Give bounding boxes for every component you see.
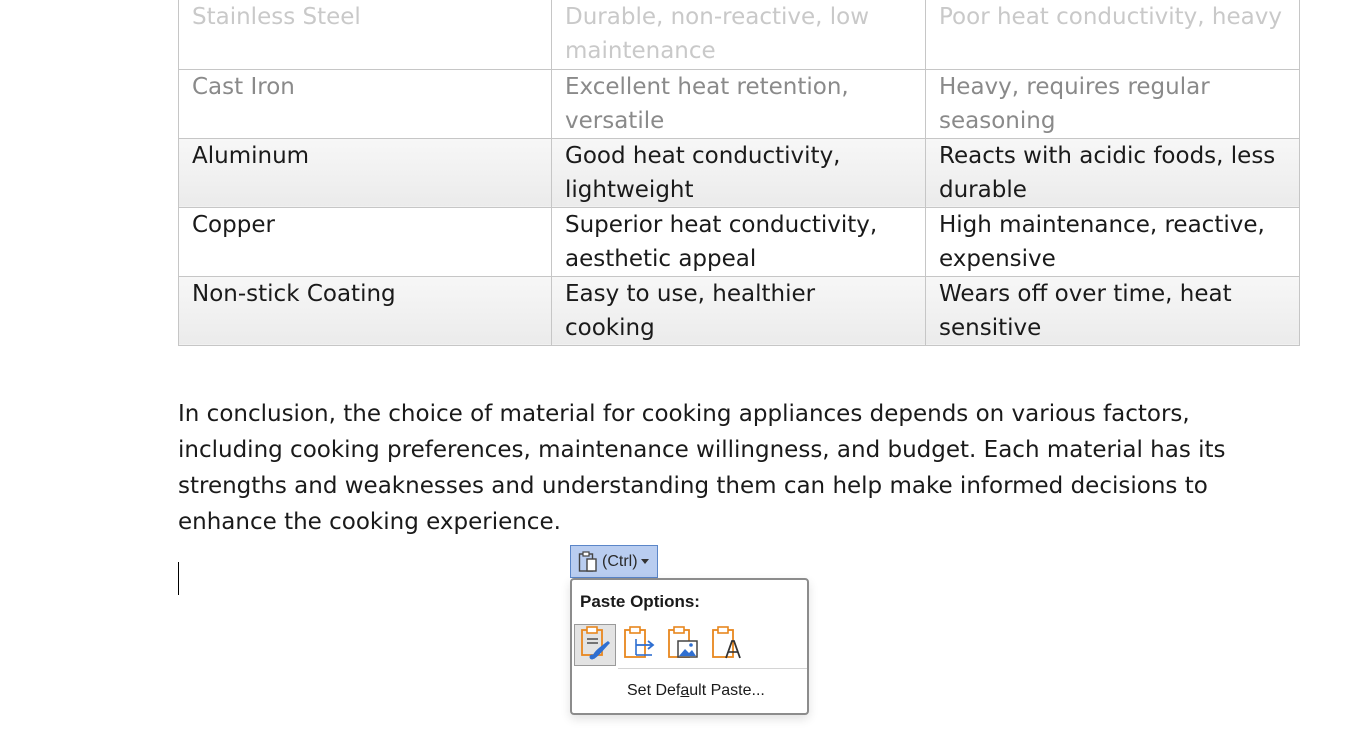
table-cell[interactable]	[926, 0, 1300, 69]
conclusion-paragraph[interactable]: In conclusion, the choice of material for cooking appliances depends on various factors, including cooking preferences, maintenance willingness, and budget. Each material has its strengths and weaknesses and understanding them can help make informed decisions to enhance the cooking experience.	[178, 401, 1226, 535]
table-cell[interactable]	[179, 0, 552, 69]
set-default-label-start: Set Def	[627, 682, 681, 699]
material-name: Copper	[192, 211, 275, 238]
material-cons: Wears off over time, heat sensitive	[939, 280, 1232, 341]
table-cell[interactable]	[926, 138, 1300, 207]
paste-text-only-button[interactable]	[706, 624, 748, 666]
table-cell[interactable]	[926, 276, 1300, 345]
material-cons: Poor heat conductivity, heavy	[939, 4, 1282, 30]
table-row	[179, 276, 1300, 345]
materials-table	[178, 0, 1300, 346]
table-row	[179, 138, 1300, 207]
table-row	[179, 207, 1300, 276]
paste-options-button[interactable]	[570, 545, 658, 578]
paste-ctrl-label: (Ctrl)	[602, 552, 638, 570]
table-cell[interactable]	[552, 207, 926, 276]
paste-merge-formatting-icon	[622, 625, 656, 666]
menu-divider	[618, 668, 807, 669]
table-cell[interactable]	[179, 138, 552, 207]
table-cell[interactable]	[552, 0, 926, 69]
material-pros: Superior heat conductivity, aesthetic appeal	[565, 211, 878, 272]
material-cons: High maintenance, reactive, expensive	[939, 211, 1265, 272]
text-cursor	[178, 562, 179, 595]
table-cell[interactable]	[926, 207, 1300, 276]
paste-text-only-icon	[710, 625, 744, 666]
material-name: Aluminum	[192, 142, 310, 169]
set-default-accelerator: a	[680, 682, 690, 699]
material-cons: Reacts with acidic foods, less durable	[939, 142, 1276, 203]
paste-options-row	[574, 624, 748, 666]
material-pros: Excellent heat retention, versatile	[565, 73, 849, 134]
material-pros: Good heat conductivity, lightweight	[565, 142, 841, 203]
paste-picture-button[interactable]	[662, 624, 704, 666]
set-default-paste-item[interactable]	[627, 682, 765, 700]
set-default-label-end: ult Paste...	[689, 682, 765, 699]
paste-options-title: Paste Options:	[580, 592, 700, 611]
table-cell[interactable]	[552, 276, 926, 345]
material-pros: Durable, non-reactive, low maintenance	[565, 4, 870, 64]
table-cell[interactable]	[179, 69, 552, 138]
paste-merge-formatting-button[interactable]	[618, 624, 660, 666]
paste-options-menu	[570, 578, 809, 715]
clipboard-icon	[577, 550, 599, 574]
material-name: Cast Iron	[192, 73, 295, 100]
paste-picture-icon	[666, 625, 700, 666]
material-name: Stainless Steel	[192, 4, 361, 30]
table-cell[interactable]	[179, 207, 552, 276]
table-cell[interactable]	[552, 138, 926, 207]
table-row	[179, 0, 1300, 69]
paste-keep-source-formatting-button[interactable]	[574, 624, 616, 666]
material-name: Non-stick Coating	[192, 280, 396, 307]
table-cell[interactable]	[552, 69, 926, 138]
table-cell[interactable]	[926, 69, 1300, 138]
material-pros: Easy to use, healthier cooking	[565, 280, 816, 341]
chevron-down-icon	[641, 559, 649, 564]
table-cell[interactable]	[179, 276, 552, 345]
paste-keep-source-formatting-icon	[578, 625, 612, 666]
table-row	[179, 69, 1300, 138]
material-cons: Heavy, requires regular seasoning	[939, 73, 1210, 134]
